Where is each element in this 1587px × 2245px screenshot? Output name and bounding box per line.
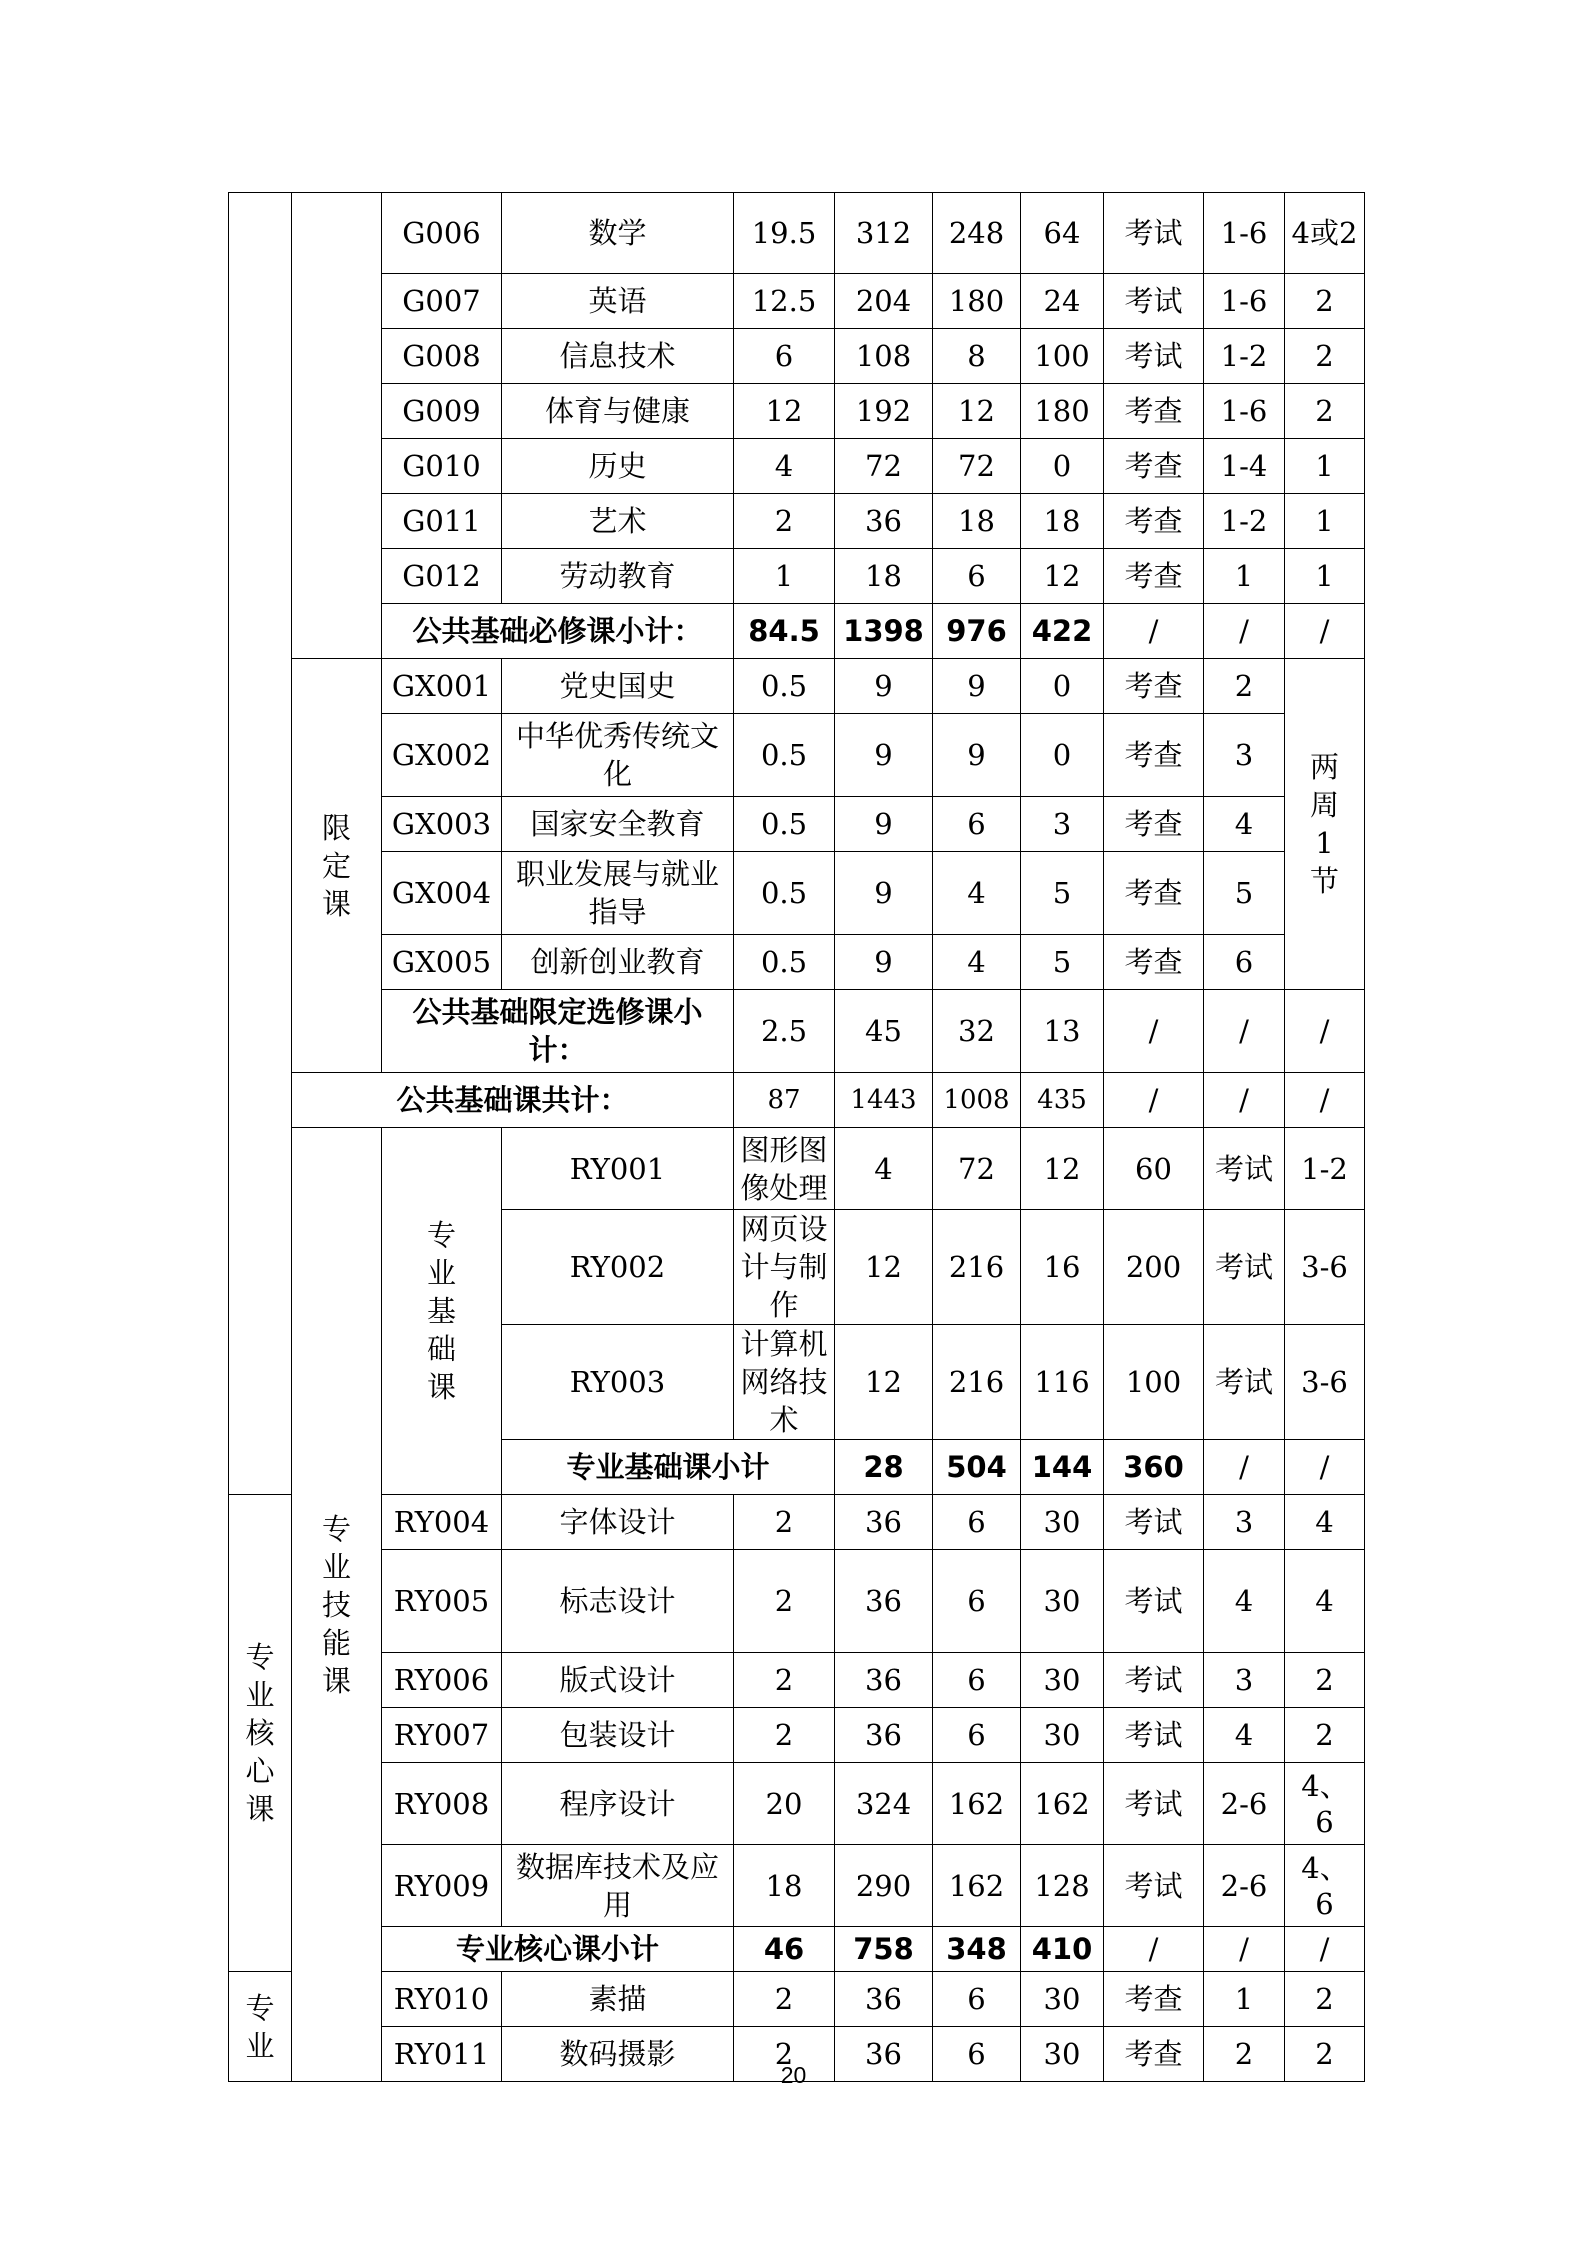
- total-hours: 36: [835, 2027, 933, 2082]
- assessment: 考查: [1104, 439, 1204, 494]
- credits: 20: [734, 1763, 835, 1845]
- practice-hours: 162: [1021, 1763, 1104, 1845]
- total-label: 公共基础课共计：: [292, 1073, 734, 1128]
- semester: 4: [1204, 1550, 1285, 1653]
- table-row: [229, 1128, 1365, 1210]
- theory-hours: 16: [1021, 1210, 1104, 1325]
- placeholder-slash: /: [1204, 1073, 1285, 1128]
- course-name: 艺术: [502, 494, 734, 549]
- total-hours: 290: [835, 1845, 933, 1927]
- total-hours: 204: [835, 274, 933, 329]
- theory-hours: 162: [933, 1845, 1021, 1927]
- theory-hours: 6: [933, 1653, 1021, 1708]
- total-hours: 36: [835, 1653, 933, 1708]
- practice-hours: 360: [1104, 1440, 1204, 1495]
- credits: 0.5: [734, 714, 835, 797]
- credits: 12: [835, 1210, 933, 1325]
- semester: 1: [1204, 1972, 1285, 2027]
- total-hours: 9: [835, 935, 933, 990]
- assessment: 考试: [1104, 1550, 1204, 1653]
- course-name: 信息技术: [502, 329, 734, 384]
- practice-hours: 128: [1021, 1845, 1104, 1927]
- assessment: 考试: [1204, 1210, 1285, 1325]
- credits: 2: [734, 1708, 835, 1763]
- course-code: GX003: [382, 797, 502, 852]
- weekly-hours: 1: [1285, 494, 1365, 549]
- placeholder-slash: /: [1204, 604, 1285, 659]
- theory-hours: 116: [1021, 1325, 1104, 1440]
- table-row: [229, 1972, 1365, 2027]
- table-row: [229, 1495, 1365, 1550]
- course-code: GX002: [382, 714, 502, 797]
- total-hours: 1443: [835, 1073, 933, 1128]
- course-name: 数据库技术及应用: [502, 1845, 734, 1927]
- practice-hours: 435: [1021, 1073, 1104, 1128]
- table-row: [229, 1550, 1365, 1653]
- course-code: RY004: [382, 1495, 502, 1550]
- group-cell: [292, 193, 382, 659]
- total-hours: 324: [835, 1763, 933, 1845]
- assessment: 考试: [1204, 1128, 1285, 1210]
- course-name: 中华优秀传统文化: [502, 714, 734, 797]
- table-row: [229, 549, 1365, 604]
- semester: 1: [1204, 549, 1285, 604]
- course-name: 党史国史: [502, 659, 734, 714]
- course-code: RY005: [382, 1550, 502, 1653]
- placeholder-slash: /: [1104, 604, 1204, 659]
- practice-hours: 3: [1021, 797, 1104, 852]
- course-name: 版式设计: [502, 1653, 734, 1708]
- course-code: G010: [382, 439, 502, 494]
- weekly-hours: 2: [1285, 274, 1365, 329]
- course-code: G009: [382, 384, 502, 439]
- course-code: RY001: [502, 1128, 734, 1210]
- credits: 0.5: [734, 659, 835, 714]
- total-hours: 36: [835, 1495, 933, 1550]
- theory-hours: 348: [933, 1927, 1021, 1972]
- table-row: [229, 1708, 1365, 1763]
- credits: 87: [734, 1073, 835, 1128]
- assessment: 考查: [1104, 494, 1204, 549]
- semester: 3-6: [1285, 1210, 1365, 1325]
- placeholder-slash: /: [1104, 1927, 1204, 1972]
- weekly-hours-merged: 两周1节: [1285, 659, 1365, 990]
- semester: 1-6: [1204, 193, 1285, 274]
- assessment: 考试: [1104, 1708, 1204, 1763]
- practice-hours: 13: [1021, 990, 1104, 1073]
- course-name: 劳动教育: [502, 549, 734, 604]
- page-number: 20: [780, 2062, 807, 2088]
- practice-hours: 30: [1021, 1495, 1104, 1550]
- group-label-foundation: 专业基础课: [382, 1128, 502, 1495]
- total-hours: 9: [835, 852, 933, 935]
- total-hours: 758: [835, 1927, 933, 1972]
- table-row: [229, 329, 1365, 384]
- theory-hours: 6: [933, 1550, 1021, 1653]
- semester: 3-6: [1285, 1325, 1365, 1440]
- practice-hours: 30: [1021, 2027, 1104, 2082]
- weekly-hours: 1: [1285, 439, 1365, 494]
- theory-hours: 976: [933, 604, 1021, 659]
- assessment: 考试: [1104, 1763, 1204, 1845]
- theory-hours: 4: [933, 852, 1021, 935]
- group-label-extension: 专业: [229, 1972, 292, 2082]
- subtotal-row: [229, 990, 1365, 1073]
- course-name: 包装设计: [502, 1708, 734, 1763]
- subtotal-label: 公共基础限定选修课小计：: [382, 990, 734, 1073]
- practice-hours: 30: [1021, 1708, 1104, 1763]
- practice-hours: 410: [1021, 1927, 1104, 1972]
- theory-hours: 180: [933, 274, 1021, 329]
- practice-hours: 200: [1104, 1210, 1204, 1325]
- theory-hours: 248: [933, 193, 1021, 274]
- semester: 3: [1204, 1495, 1285, 1550]
- total-hours: 9: [835, 714, 933, 797]
- category-label-professional: 专业技能课: [292, 1128, 382, 2082]
- practice-hours: 5: [1021, 852, 1104, 935]
- assessment: 考查: [1104, 659, 1204, 714]
- semester: 3: [1204, 714, 1285, 797]
- total-hours: 36: [835, 1708, 933, 1763]
- credits: 12: [734, 384, 835, 439]
- semester: 3: [1204, 1653, 1285, 1708]
- practice-hours: 0: [1021, 439, 1104, 494]
- course-code: RY009: [382, 1845, 502, 1927]
- weekly-hours: 2: [1285, 329, 1365, 384]
- course-code: GX004: [382, 852, 502, 935]
- total-hours: 216: [933, 1210, 1021, 1325]
- table-row: [229, 193, 1365, 274]
- placeholder-slash: /: [1285, 990, 1365, 1073]
- table-row: [229, 494, 1365, 549]
- practice-hours: 18: [1021, 494, 1104, 549]
- curriculum-table: [228, 192, 1365, 2082]
- theory-hours: 32: [933, 990, 1021, 1073]
- subtotal-label: 专业核心课小计: [382, 1927, 734, 1972]
- practice-hours: 100: [1104, 1325, 1204, 1440]
- total-hours: 36: [835, 494, 933, 549]
- practice-hours: 5: [1021, 935, 1104, 990]
- course-name: 职业发展与就业指导: [502, 852, 734, 935]
- theory-hours: 162: [933, 1763, 1021, 1845]
- weekly-hours: 2: [1285, 2027, 1365, 2082]
- weekly-hours: 4: [1285, 1495, 1365, 1550]
- assessment: 考查: [1104, 852, 1204, 935]
- assessment: 考试: [1104, 329, 1204, 384]
- theory-hours: 18: [933, 494, 1021, 549]
- total-hours: 72: [835, 439, 933, 494]
- theory-hours: 8: [933, 329, 1021, 384]
- total-hours: 72: [933, 1128, 1021, 1210]
- course-code: G006: [382, 193, 502, 274]
- theory-hours: 9: [933, 714, 1021, 797]
- course-name: 计算机网络技术: [734, 1325, 835, 1440]
- assessment: 考查: [1104, 384, 1204, 439]
- theory-hours: 72: [933, 439, 1021, 494]
- course-name: 数码摄影: [502, 2027, 734, 2082]
- theory-hours: 6: [933, 549, 1021, 604]
- placeholder-slash: /: [1104, 990, 1204, 1073]
- semester: 4: [1204, 1708, 1285, 1763]
- course-code: GX005: [382, 935, 502, 990]
- subtotal-row: [229, 604, 1365, 659]
- category-cell: [229, 193, 292, 1495]
- course-name: 标志设计: [502, 1550, 734, 1653]
- course-name: 历史: [502, 439, 734, 494]
- placeholder-slash: /: [1204, 1440, 1285, 1495]
- practice-hours: 100: [1021, 329, 1104, 384]
- credits: 2: [734, 494, 835, 549]
- course-code: RY007: [382, 1708, 502, 1763]
- assessment: 考查: [1104, 1972, 1204, 2027]
- weekly-hours: 2: [1285, 1708, 1365, 1763]
- total-hours: 192: [835, 384, 933, 439]
- assessment: 考查: [1104, 714, 1204, 797]
- placeholder-slash: /: [1285, 1440, 1365, 1495]
- credits: 18: [734, 1845, 835, 1927]
- assessment: 考试: [1104, 1495, 1204, 1550]
- total-hours: 312: [835, 193, 933, 274]
- weekly-hours: 4: [1285, 1550, 1365, 1653]
- theory-hours: 9: [933, 659, 1021, 714]
- subtotal-label: 公共基础必修课小计：: [382, 604, 734, 659]
- credits: 2.5: [734, 990, 835, 1073]
- semester: 4: [1204, 797, 1285, 852]
- course-code: RY010: [382, 1972, 502, 2027]
- credits: 2: [734, 1550, 835, 1653]
- table-row: [229, 439, 1365, 494]
- theory-hours: 4: [933, 935, 1021, 990]
- table-row: [229, 935, 1365, 990]
- course-name: 创新创业教育: [502, 935, 734, 990]
- credits: 28: [835, 1440, 933, 1495]
- course-name: 程序设计: [502, 1763, 734, 1845]
- course-code: G008: [382, 329, 502, 384]
- practice-hours: 180: [1021, 384, 1104, 439]
- weekly-hours: 4、6: [1285, 1845, 1365, 1927]
- subtotal-label: 专业基础课小计: [502, 1440, 835, 1495]
- course-code: RY008: [382, 1763, 502, 1845]
- total-hours: 18: [835, 549, 933, 604]
- total-row: [229, 1073, 1365, 1128]
- credits: 2: [734, 1495, 835, 1550]
- theory-hours: 6: [933, 1972, 1021, 2027]
- total-hours: 9: [835, 659, 933, 714]
- semester: 6: [1204, 935, 1285, 990]
- credits: 19.5: [734, 193, 835, 274]
- credits: 1: [734, 549, 835, 604]
- assessment: 考查: [1104, 797, 1204, 852]
- practice-hours: 30: [1021, 1972, 1104, 2027]
- table-row: [229, 659, 1365, 714]
- subtotal-row: [229, 1927, 1365, 1972]
- assessment: 考查: [1104, 2027, 1204, 2082]
- weekly-hours: 2: [1285, 1972, 1365, 2027]
- semester: 1-6: [1204, 384, 1285, 439]
- table-row: [229, 797, 1365, 852]
- course-code: RY011: [382, 2027, 502, 2082]
- credits: 2: [734, 2027, 835, 2082]
- semester: 2-6: [1204, 1845, 1285, 1927]
- assessment: 考试: [1104, 1653, 1204, 1708]
- group-label-limited: 限定课: [292, 659, 382, 1073]
- group-label-core: 专业核心课: [229, 1495, 292, 1972]
- theory-hours: 12: [933, 384, 1021, 439]
- placeholder-slash: /: [1204, 1927, 1285, 1972]
- semester: 1-2: [1204, 329, 1285, 384]
- theory-hours: 6: [933, 797, 1021, 852]
- placeholder-slash: /: [1285, 1073, 1365, 1128]
- table-row: [229, 852, 1365, 935]
- course-name: 国家安全教育: [502, 797, 734, 852]
- table-row: [229, 1763, 1365, 1845]
- course-code: RY003: [502, 1325, 734, 1440]
- theory-hours: 6: [933, 2027, 1021, 2082]
- semester: 1-6: [1204, 274, 1285, 329]
- theory-hours: 6: [933, 1708, 1021, 1763]
- course-name: 素描: [502, 1972, 734, 2027]
- credits: 0.5: [734, 852, 835, 935]
- theory-hours: 6: [933, 1495, 1021, 1550]
- credits: 0.5: [734, 935, 835, 990]
- practice-hours: 30: [1021, 1653, 1104, 1708]
- weekly-hours: 4、6: [1285, 1763, 1365, 1845]
- credits: 12.5: [734, 274, 835, 329]
- assessment: 考试: [1104, 274, 1204, 329]
- weekly-hours: 2: [1285, 384, 1365, 439]
- total-hours: 1398: [835, 604, 933, 659]
- table-row: [229, 384, 1365, 439]
- practice-hours: 0: [1021, 659, 1104, 714]
- theory-hours: 1008: [933, 1073, 1021, 1128]
- weekly-hours: 4或2: [1285, 193, 1365, 274]
- total-hours: 36: [835, 1550, 933, 1653]
- placeholder-slash: /: [1285, 1927, 1365, 1972]
- practice-hours: 64: [1021, 193, 1104, 274]
- placeholder-slash: /: [1104, 1073, 1204, 1128]
- practice-hours: 30: [1021, 1550, 1104, 1653]
- semester: 2: [1204, 2027, 1285, 2082]
- semester: 2: [1204, 659, 1285, 714]
- practice-hours: 60: [1104, 1128, 1204, 1210]
- table-row: [229, 274, 1365, 329]
- semester: 1-2: [1204, 494, 1285, 549]
- course-code: RY002: [502, 1210, 734, 1325]
- assessment: 考试: [1104, 1845, 1204, 1927]
- assessment: 考试: [1204, 1325, 1285, 1440]
- table-row: [229, 1653, 1365, 1708]
- course-name: 网页设计与制作: [734, 1210, 835, 1325]
- semester: 5: [1204, 852, 1285, 935]
- total-hours: 9: [835, 797, 933, 852]
- course-code: RY006: [382, 1653, 502, 1708]
- total-hours: 108: [835, 329, 933, 384]
- course-code: GX001: [382, 659, 502, 714]
- credits: 4: [835, 1128, 933, 1210]
- table-row: [229, 714, 1365, 797]
- course-code: G007: [382, 274, 502, 329]
- total-hours: 504: [933, 1440, 1021, 1495]
- practice-hours: 12: [1021, 549, 1104, 604]
- credits: 46: [734, 1927, 835, 1972]
- placeholder-slash: /: [1204, 990, 1285, 1073]
- credits: 12: [835, 1325, 933, 1440]
- practice-hours: 24: [1021, 274, 1104, 329]
- course-name: 体育与健康: [502, 384, 734, 439]
- placeholder-slash: /: [1285, 604, 1365, 659]
- semester: 2-6: [1204, 1763, 1285, 1845]
- table-row: [229, 1845, 1365, 1927]
- course-name: 字体设计: [502, 1495, 734, 1550]
- total-hours: 45: [835, 990, 933, 1073]
- course-name: 数学: [502, 193, 734, 274]
- course-name: 图形图像处理: [734, 1128, 835, 1210]
- credits: 2: [734, 1972, 835, 2027]
- credits: 2: [734, 1653, 835, 1708]
- theory-hours: 144: [1021, 1440, 1104, 1495]
- semester: 1-2: [1285, 1128, 1365, 1210]
- weekly-hours: 1: [1285, 549, 1365, 604]
- credits: 0.5: [734, 797, 835, 852]
- assessment: 考试: [1104, 193, 1204, 274]
- credits: 84.5: [734, 604, 835, 659]
- practice-hours: 0: [1021, 714, 1104, 797]
- assessment: 考查: [1104, 935, 1204, 990]
- credits: 4: [734, 439, 835, 494]
- total-hours: 36: [835, 1972, 933, 2027]
- theory-hours: 12: [1021, 1128, 1104, 1210]
- course-code: G012: [382, 549, 502, 604]
- weekly-hours: 2: [1285, 1653, 1365, 1708]
- credits: 6: [734, 329, 835, 384]
- semester: 1-4: [1204, 439, 1285, 494]
- course-name: 英语: [502, 274, 734, 329]
- total-hours: 216: [933, 1325, 1021, 1440]
- course-code: G011: [382, 494, 502, 549]
- practice-hours: 422: [1021, 604, 1104, 659]
- assessment: 考查: [1104, 549, 1204, 604]
